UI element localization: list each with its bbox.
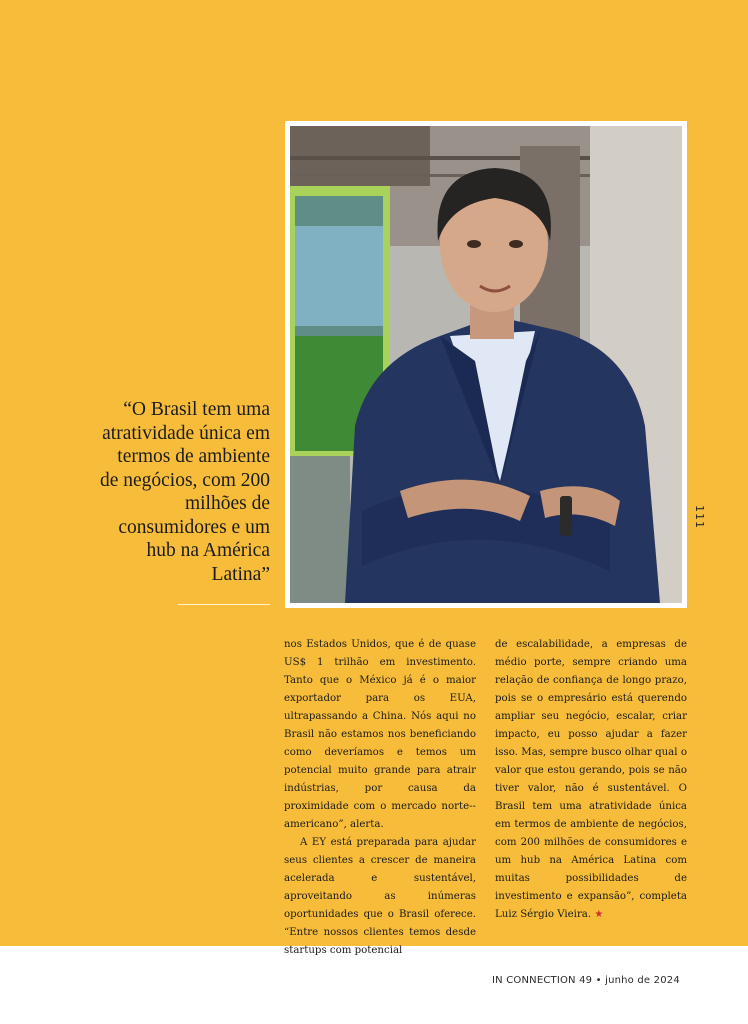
article-column-right — [495, 636, 687, 924]
pull-quote-divider — [178, 604, 270, 605]
pull-quote: “O Brasil tem uma atratividade única em termos de ambiente de negócios, com 200 milhões de consumidores e um hub na América Latina” — [99, 399, 270, 585]
magazine-footer: IN CONNECTION 49 • junho de 2024 — [492, 975, 680, 986]
portrait-photo — [290, 126, 682, 603]
article-paragraph — [495, 636, 687, 924]
portrait-photo-frame — [285, 121, 687, 608]
page-number: 111 — [693, 505, 706, 529]
article-column-left — [284, 636, 476, 960]
article-text: de escalabilidade, a empresas de médio porte, sempre criando uma relação de confiança de longo prazo, pois se o empresário está querendo ampliar seu negócio, escalar, criar impacto, eu posso ajudar a fazer isso. Mas, sempre busco olhar qual o valor que estou gerando, pois se não tiver valor, não é sustentável. O Brasil tem uma atratividade única em termos de ambiente de negócios, com 200 milhões de consumidores e um hub na América Latina com muitas possibilidades de investimento e expansão”, completa Luiz Sérgio Vieira. — [495, 639, 687, 920]
article-paragraph: nos Estados Unidos, que é de quase US$ 1 trilhão em investimento. Tanto que o México já é o maior exportador para os EUA, ultrapassando a China. Nós aqui no Brasil não estamos nos beneficiando como deveríamos e temos um potencial muito grande para atrair indústrias, por causa da proximidade com o mercado norte--americano”, alerta. — [284, 639, 476, 830]
article-paragraph: A EY está preparada para ajudar seus clientes a crescer de maneira acelerada e sustentável, aproveitando as inúmeras oportunidades que o Brasil oferece. “Entre nossos clientes temos desde startups com potencial — [284, 837, 476, 956]
end-mark-star-icon: ★ — [594, 909, 604, 920]
